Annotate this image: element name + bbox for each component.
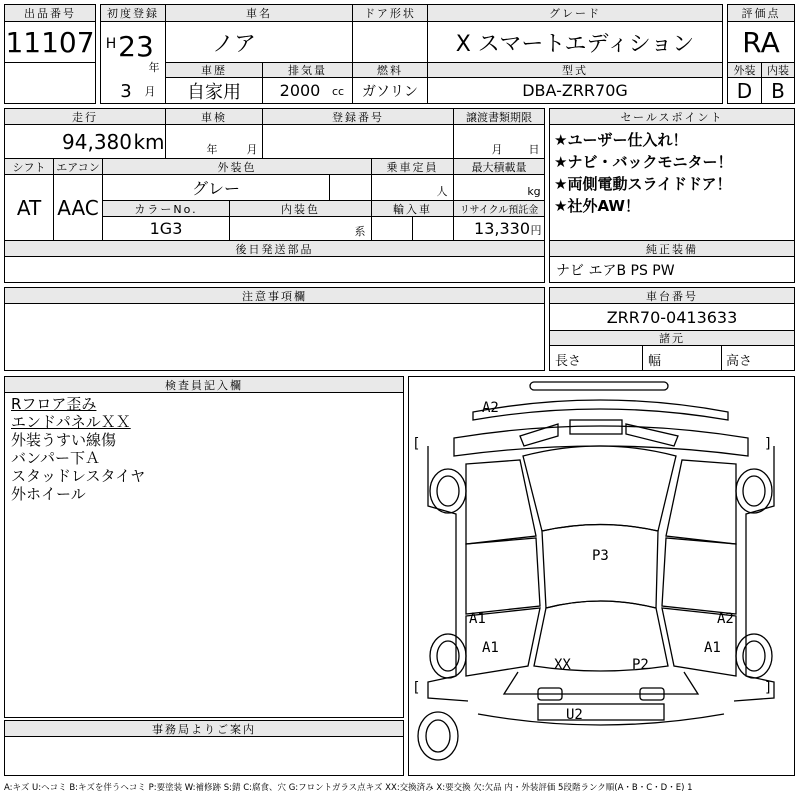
shift-label: シフト xyxy=(4,158,54,175)
transfer-deadline-label: 譲渡書類期限 xyxy=(453,108,545,125)
interior-color-unit: 系 xyxy=(354,225,366,238)
chassis-number-label: 車台番号 xyxy=(549,287,795,304)
inspector-notes-box xyxy=(4,392,404,718)
inspector-note-1: Rフロア歪み xyxy=(11,395,97,413)
transfer-day-unit: 日 xyxy=(528,143,540,156)
fuel-label: 燃料 xyxy=(352,62,428,78)
interior-grade-label: 内装 xyxy=(761,62,795,78)
lot-number-label: 出品番号 xyxy=(4,4,96,22)
recycle-fee-label: リサイクル預託金 xyxy=(453,200,545,217)
mileage-label: 走行 xyxy=(4,108,166,125)
interior-color-label: 内装色 xyxy=(229,200,372,217)
inspection-label: 車検 xyxy=(165,108,263,125)
sales-point-4: ★社外AW！ xyxy=(554,197,640,215)
diagram-bracket-right-front: ] xyxy=(764,436,773,452)
damage-left-front-door: A1 xyxy=(469,611,486,627)
damage-roof: P3 xyxy=(592,548,609,564)
color-number-label: カラーNo. xyxy=(102,200,230,217)
damage-right-front-door: A2 xyxy=(717,611,734,627)
inspection-month-unit: 月 xyxy=(246,143,258,156)
notes-box xyxy=(4,303,545,371)
lot-number-value: 11107 xyxy=(5,25,95,59)
height-label: 高さ xyxy=(726,353,753,369)
office-notice-label: 事務局よりご案内 xyxy=(4,720,404,737)
inspector-note-5: スタッドレスタイヤ xyxy=(11,467,146,485)
registration-number-box xyxy=(262,124,454,159)
aircon-value: AAC xyxy=(57,195,99,220)
import-label: 輸入車 xyxy=(371,200,454,217)
score-label: 評価点 xyxy=(727,4,795,22)
later-parts-box xyxy=(4,256,545,283)
sales-point-1: ★ユーザー仕入れ！ xyxy=(554,131,688,149)
damage-left-fender: A1 xyxy=(482,640,499,656)
transfer-month-unit: 月 xyxy=(491,143,503,156)
model-code-value: DBA-ZRR70G xyxy=(522,81,628,100)
car-name-value: ノア xyxy=(212,31,257,57)
mileage-value: 94,380 xyxy=(62,129,132,154)
grade-value: X スマートエディション xyxy=(455,31,695,57)
registration-year: 23 xyxy=(118,29,154,63)
model-code-label: 型式 xyxy=(427,62,723,78)
recycle-fee-value: 13,330 xyxy=(474,219,530,238)
inspector-note-6: 外ホイール xyxy=(11,485,86,503)
max-load-label: 最大積載量 xyxy=(453,158,545,175)
registration-month: 3 xyxy=(120,80,132,102)
legend-text: A:キズ U:ヘコミ B:キズを伴うヘコミ P:要塗装 W:補修跡 S:錆 C:腐食、穴 G:フロントガラス点キズ XX:交換済み X:要交換 欠:欠品 内・外装評価 5段階ランク順(A・B・C・D・E) 1 xyxy=(4,783,693,793)
car-diagram xyxy=(408,376,795,776)
import-box-2 xyxy=(412,216,454,241)
equipment-label: 純正装備 xyxy=(549,240,795,257)
inspector-note-2: エンドパネルＸＸ xyxy=(11,413,131,431)
diagram-bracket-left-rear: [ xyxy=(412,680,421,696)
equipment-value: ナビ エアB PS PW xyxy=(556,262,675,279)
exterior-grade-value: D xyxy=(736,78,753,103)
score-value: RA xyxy=(742,25,780,59)
exterior-color-extra-box xyxy=(329,174,372,201)
inspector-notes-label: 検査員記入欄 xyxy=(4,376,404,393)
sales-points-box xyxy=(549,124,795,241)
registration-number-label: 登録番号 xyxy=(262,108,454,125)
import-box xyxy=(371,216,413,241)
diagram-bracket-left-front: [ xyxy=(412,436,421,452)
office-notice-box xyxy=(4,736,404,776)
era-letter: H xyxy=(105,36,117,52)
exterior-color-label: 外装色 xyxy=(102,158,372,175)
notes-label: 注意事項欄 xyxy=(4,287,545,304)
exterior-color-value: グレー xyxy=(191,179,240,198)
capacity-unit: 人 xyxy=(436,185,448,198)
shift-value: AT xyxy=(16,195,42,220)
capacity-label: 乗車定員 xyxy=(371,158,454,175)
displacement-unit: cc xyxy=(331,84,345,98)
grade-label: グレード xyxy=(427,4,723,22)
damage-rear-left: XX xyxy=(554,657,571,673)
sales-points-label: セールスポイント xyxy=(549,108,795,125)
recycle-fee-unit: 円 xyxy=(530,224,542,237)
later-parts-label: 後日発送部品 xyxy=(4,240,545,257)
damage-rear-bumper: U2 xyxy=(566,707,583,723)
fuel-value: ガソリン xyxy=(362,83,418,100)
door-type-box xyxy=(352,21,428,63)
sales-point-2: ★ナビ・バックモニター！ xyxy=(554,153,733,171)
lot-number-blank xyxy=(4,62,96,104)
inspector-note-4: バンパー下Ａ xyxy=(11,449,100,467)
mileage-unit: km xyxy=(133,129,165,154)
width-label: 幅 xyxy=(648,353,662,369)
length-label: 長さ xyxy=(555,353,582,369)
inspector-note-3: 外装うすい線傷 xyxy=(11,431,117,449)
car-name-label: 車名 xyxy=(165,4,353,22)
color-number-value: 1G3 xyxy=(149,219,183,238)
sales-point-3: ★両側電動スライドドア！ xyxy=(554,175,732,193)
max-load-unit: kg xyxy=(527,184,541,198)
exterior-grade-label: 外装 xyxy=(727,62,762,78)
history-label: 車歴 xyxy=(165,62,263,78)
displacement-label: 排気量 xyxy=(262,62,353,78)
damage-front-bumper: A2 xyxy=(482,400,499,416)
history-value: 自家用 xyxy=(187,81,241,103)
damage-rear-right: P2 xyxy=(632,657,649,673)
door-type-label: ドア形状 xyxy=(352,4,428,22)
interior-grade-value: B xyxy=(771,78,785,103)
aircon-label: エアコン xyxy=(53,158,103,175)
displacement-value: 2000 xyxy=(279,81,321,100)
diagram-bracket-right-rear: ] xyxy=(764,680,773,696)
inspection-year-unit: 年 xyxy=(206,143,218,156)
year-unit: 年 xyxy=(148,61,160,74)
interior-color-box xyxy=(229,216,372,241)
damage-right-fender: A1 xyxy=(704,640,721,656)
chassis-number-value: ZRR70-0413633 xyxy=(606,307,738,327)
first-registration-label: 初度登録 xyxy=(100,4,166,22)
dimensions-label: 諸元 xyxy=(549,330,795,346)
month-unit: 月 xyxy=(144,85,156,98)
